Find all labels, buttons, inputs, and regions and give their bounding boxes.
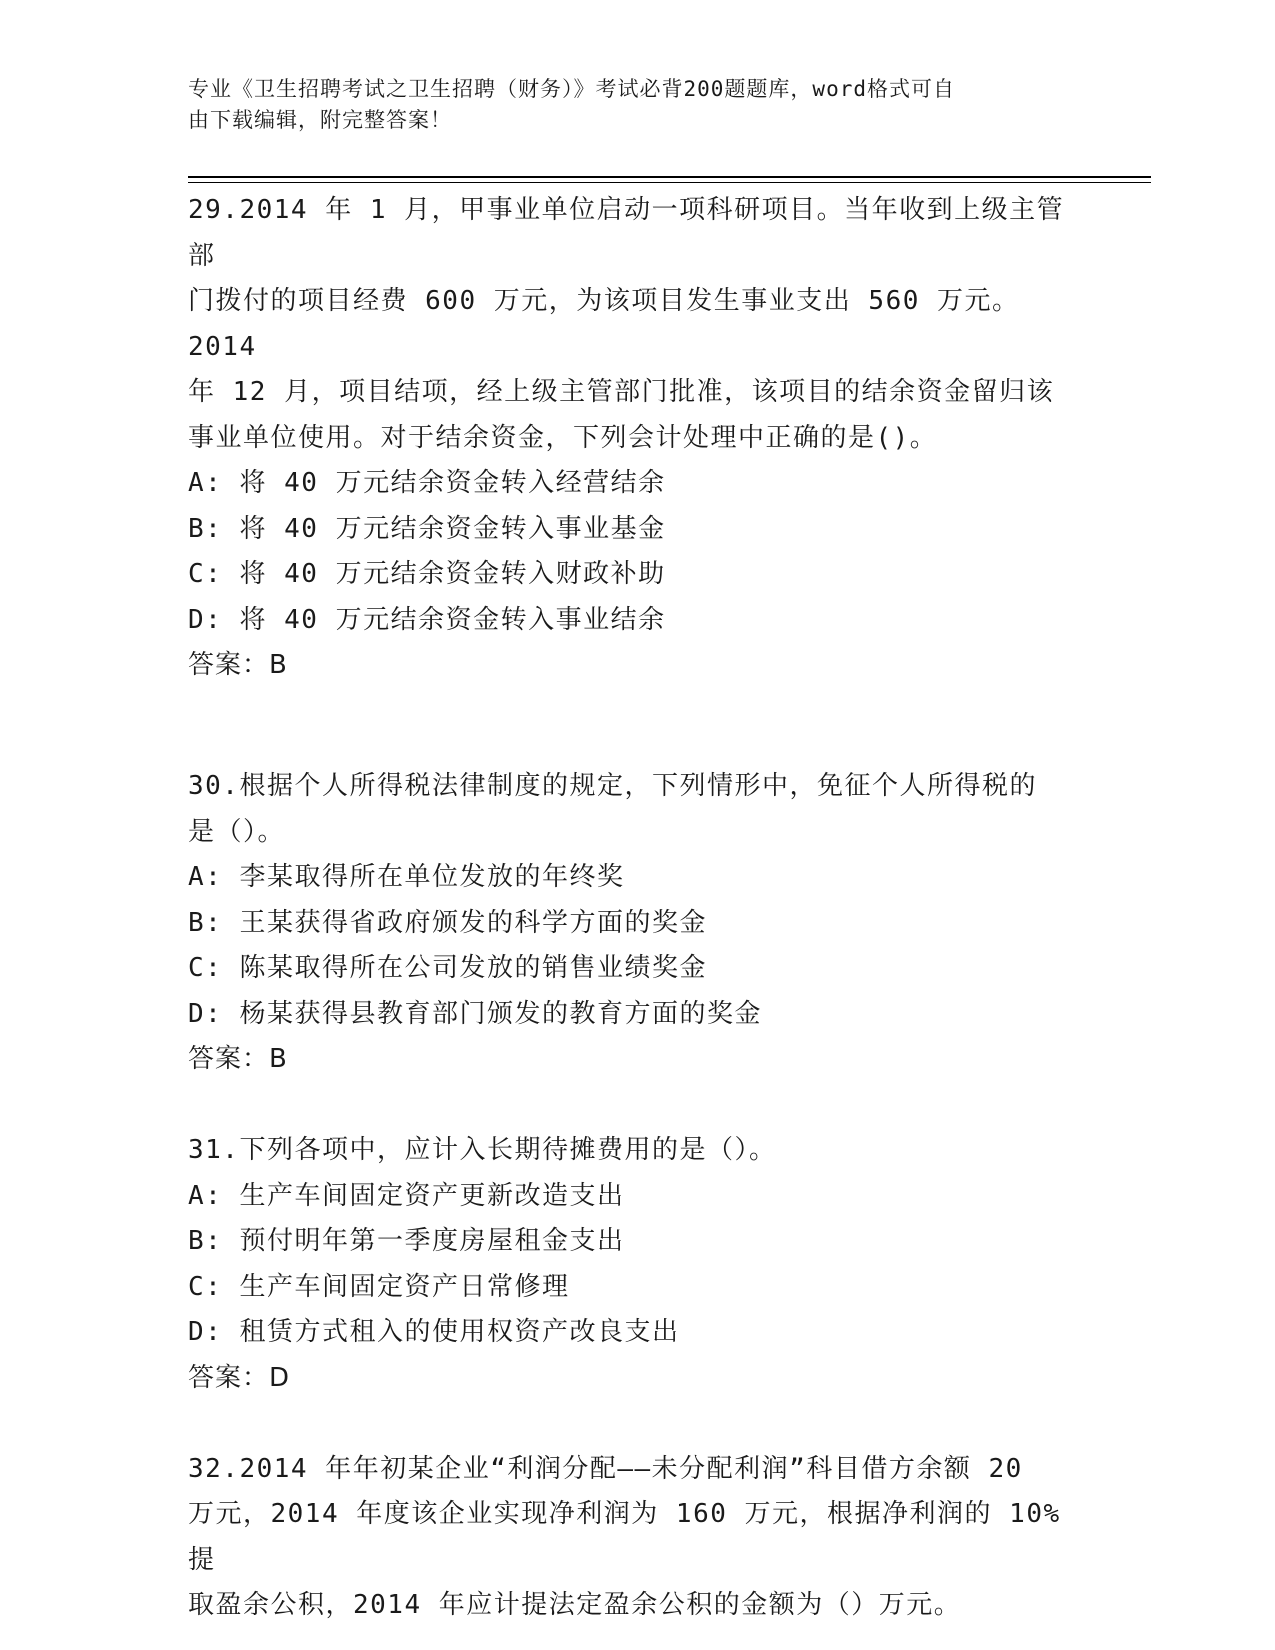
header-line-1: 专业《卫生招聘考试之卫生招聘（财务）》考试必背200题题库，word格式可自 [188,77,955,101]
header-divider-thick [188,176,1151,178]
question-29 [188,188,1088,689]
question-30 [188,764,1088,1083]
option-d: D: 租赁方式租入的使用权资产改良支出 [188,1317,680,1347]
answer-line: 答案：D [188,1362,291,1393]
option-c: C: 将 40 万元结余资金转入财政补助 [188,559,666,589]
question-stem-line: 30.根据个人所得税法律制度的规定，下列情形中，免征个人所得税的 [188,771,1037,801]
question-stem-line: 是（）。 [188,816,286,847]
header-line-2: 由下载编辑，附完整答案！ [188,108,452,132]
question-stem-line: 32.2014 年年初某企业“利润分配——未分配利润”科目借方余额 20 [188,1453,1023,1484]
option-b: B: 将 40 万元结余资金转入事业基金 [188,513,666,544]
option-b: B: 预付明年第一季度房屋租金支出 [188,1226,625,1256]
question-stem-line: 门拨付的项目经费 600 万元，为该项目发生事业支出 560 万元。2014 [188,286,1020,362]
question-stem-line: 事业单位使用。对于结余资金，下列会计处理中正确的是()。 [188,422,938,453]
option-a: A: 李某取得所在单位发放的年终奖 [188,862,625,892]
option-d: D: 杨某获得县教育部门颁发的教育方面的奖金 [188,998,762,1029]
question-stem-line: 31.下列各项中，应计入长期待摊费用的是（）。 [188,1135,777,1165]
option-d: D: 将 40 万元结余资金转入事业结余 [188,604,666,635]
option-c: C: 陈某取得所在公司发放的销售业绩奖金 [188,953,707,983]
spacer [188,689,1088,735]
question-stem-line: 万元，2014 年度该企业实现净利润为 160 万元，根据净利润的 10%提 [188,1499,1061,1575]
document-header [188,74,1068,136]
question-stem-line: 年 12 月，项目结项，经上级主管部门批准，该项目的结余资金留归该 [188,377,1055,407]
answer-line: 答案：B [188,1044,288,1074]
question-stem-line: 29.2014 年 1 月，甲事业单位启动一项科研项目。当年收到上级主管部 [188,195,1065,271]
spacer [188,1083,1088,1129]
question-31 [188,1128,1088,1401]
question-32 [188,1447,1088,1629]
header-divider-thin [188,182,1151,183]
option-a: A: 将 40 万元结余资金转入经营结余 [188,468,666,498]
question-stem-line: 取盈余公积，2014 年应计提法定盈余公积的金额为（）万元。 [188,1590,962,1620]
option-c: C: 生产车间固定资产日常修理 [188,1271,570,1302]
question-list [188,188,1088,1629]
spacer [188,734,1088,764]
option-a: A: 生产车间固定资产更新改造支出 [188,1180,625,1211]
option-b: B: 王某获得省政府颁发的科学方面的奖金 [188,907,707,938]
answer-line: 答案：B [188,650,288,680]
spacer [188,1401,1088,1447]
